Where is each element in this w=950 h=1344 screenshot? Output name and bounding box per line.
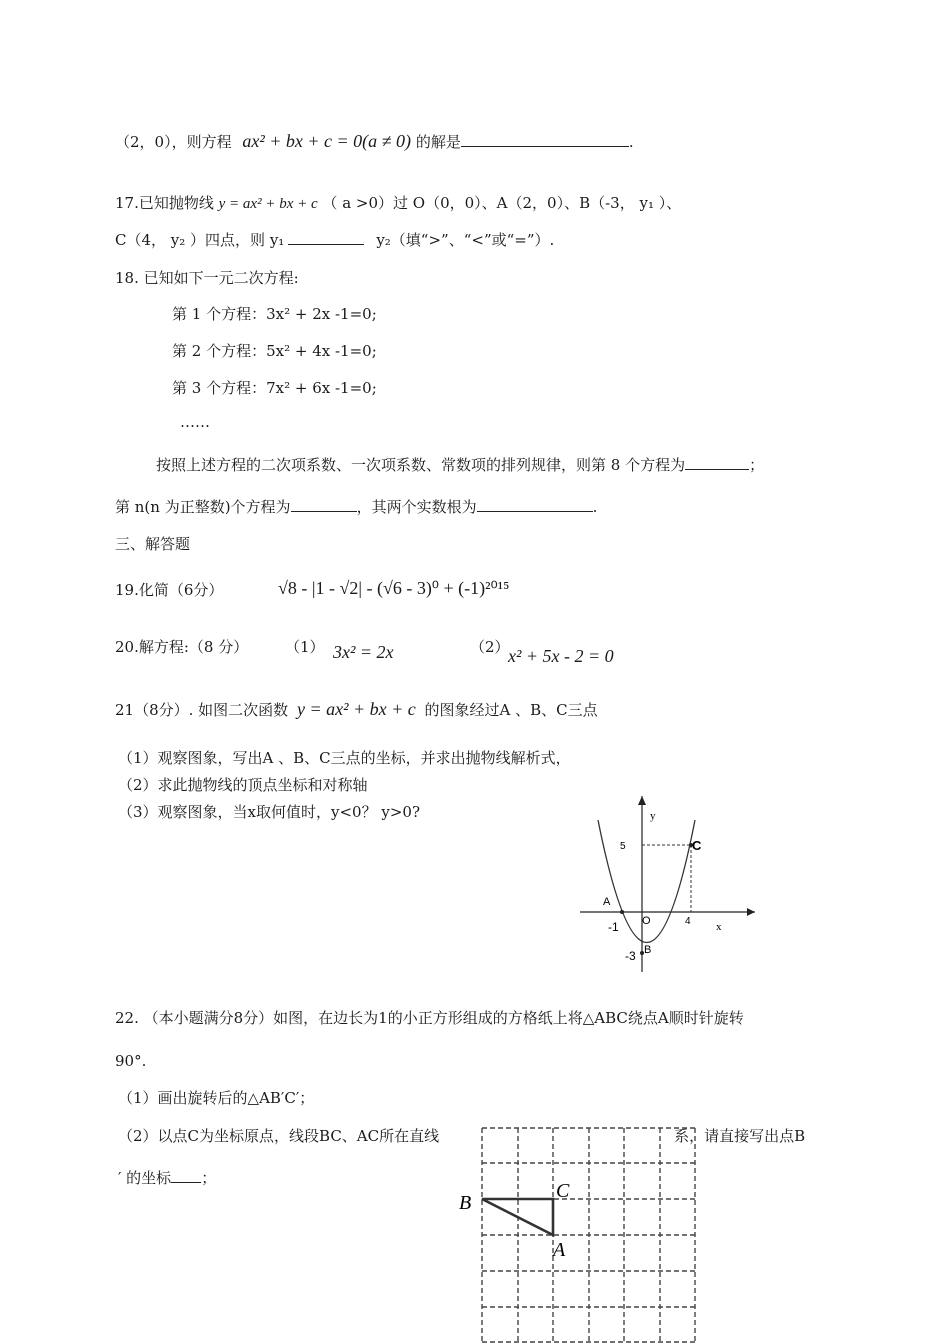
y-axis-arrow [638, 796, 646, 805]
tick-4: 4 [685, 916, 691, 927]
point-a [620, 910, 624, 914]
q18-eq3: 第 3 个方程：7x² + 6x -1=0; [172, 379, 377, 397]
answer-blank [477, 497, 593, 512]
answer-blank [171, 1168, 201, 1183]
q22-sub1: （1）画出旋转后的△AB′C′； [118, 1089, 315, 1107]
q18-rule: 按照上述方程的二次项系数、一次项系数、常数项的排列规律，则第 8 个方程为 ； [156, 456, 765, 474]
q18-ellipsis: …… [180, 413, 210, 431]
point-b-label: B [644, 944, 652, 956]
q21-sub1: （1）观察图象，写出A 、B、C三点的坐标，并求出抛物线解析式， [118, 749, 571, 767]
q18-nth: 第 n(n 为正整数)个方程为 ，其两个实数根为 . [115, 498, 598, 516]
q22-head: 22. （本小题满分8分）如图，在边长为1的小正方形组成的方格纸上将△ABC绕点A顺时针旋转 [115, 1009, 744, 1027]
q18-eq2: 第 2 个方程：5x² + 4x -1=0; [172, 342, 377, 360]
q20-equation2: x² + 5x - 2 = 0 [508, 646, 614, 666]
tick-minus-3: -3 [625, 949, 636, 963]
answer-blank [288, 230, 364, 245]
q19-label: 19.化简（6分） [115, 581, 224, 599]
origin-label: O [642, 915, 651, 927]
q20-part1-label: （1） [285, 638, 325, 656]
q19-expression: √8 - |1 - √2| - (√6 - 3)⁰ + (-1)²⁰¹⁵ [278, 578, 510, 598]
y-axis-label: y [650, 810, 656, 822]
q18-eq1: 第 1 个方程：3x² + 2x -1=0; [172, 305, 377, 323]
q22-degree: 90°. [115, 1052, 147, 1070]
q21-sub2: （2）求此抛物线的顶点坐标和对称轴 [118, 776, 368, 794]
tick-5: 5 [620, 841, 626, 852]
x-axis-label: x [716, 921, 722, 933]
q22-sub2: （2）以点C为坐标原点，线段BC、AC所在直线 系，请直接写出点B [118, 1127, 806, 1145]
q16-equation: ax² + bx + c = 0(a ≠ 0) [242, 131, 412, 151]
answer-blank [461, 132, 629, 147]
answer-blank [685, 455, 749, 470]
q21-equation: y = ax² + bx + c [296, 699, 416, 719]
vertex-b-label: B [459, 1192, 472, 1214]
x-axis-arrow [747, 908, 755, 916]
q17-equation: y = ax² + bx + c [218, 196, 318, 212]
q20-label: 20.解方程:（8 分） [115, 638, 249, 656]
grid-lines [482, 1128, 695, 1344]
q16-line: （2，0），则方程 ax² + bx + c = 0(a ≠ 0) 的解是 . [115, 131, 634, 151]
tick-minus-1: -1 [608, 920, 619, 934]
answer-blank [291, 497, 357, 512]
parabola-graph [570, 790, 770, 980]
q20-part2-label: （2） [470, 638, 510, 656]
q21-sub3: （3）观察图象，当x取何值时，y<0？ y>0? [118, 803, 420, 821]
q17-line1: 17.已知抛物线 y = ax² + bx + c （ a >0）过 O（0，0）、A（2，0）、B（-3， y₁ ）、 [115, 194, 682, 212]
vertex-a-label: A [553, 1239, 566, 1261]
q17-line2: C（4， y₂ ）四点，则 y₁ y₂（填“>”、“<”或“=”）. [115, 231, 555, 249]
point-c-label: C [692, 838, 702, 853]
section-title: 三、解答题 [115, 535, 191, 553]
q20-equation1: 3x² = 2x [333, 642, 394, 662]
point-a-label: A [603, 896, 611, 908]
q22-sub3: ′ 的坐标 ； [118, 1169, 217, 1187]
square-grid-figure [455, 1125, 705, 1344]
q18-intro: 18. 已知如下一元二次方程: [115, 269, 299, 287]
vertex-c-label: C [556, 1180, 570, 1202]
q21-head: 21（8分）. 如图二次函数 y = ax² + bx + c 的图象经过A 、B、C三点 [115, 699, 598, 719]
